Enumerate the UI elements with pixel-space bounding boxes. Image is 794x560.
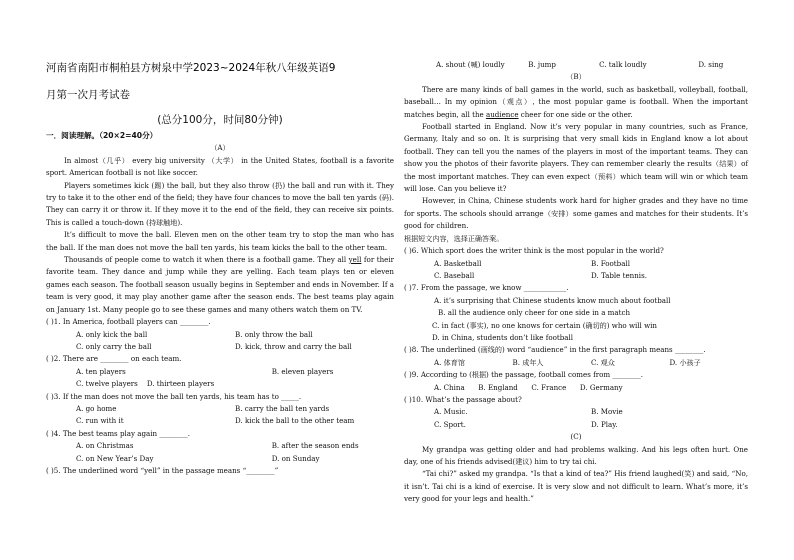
option[interactable]: C. twelve players bbox=[76, 379, 138, 389]
option[interactable]: B. Movie bbox=[591, 407, 623, 417]
question-6-stem: ( )6. Which sport does the writer think is the most popular in the world? bbox=[404, 246, 664, 256]
option[interactable]: C. 观众 bbox=[591, 357, 615, 367]
question-7-stem: ( )7. From the passage, we know ____________. bbox=[404, 283, 569, 293]
question-6-options-row-1 bbox=[404, 258, 748, 270]
option[interactable]: C. Sport. bbox=[434, 419, 466, 429]
question-2-options-row-1 bbox=[46, 366, 394, 378]
passage-a-paragraph-3: It’s difficult to move the ball. Eleven men on the other team try to stop the man who has the ball. If the man does not move the ball ten yards, his team kicks the ball to the other team. bbox=[46, 230, 394, 252]
exam-subtitle: (总分100分，时间80分钟) bbox=[157, 114, 283, 126]
option[interactable]: B. carry the ball ten yards bbox=[235, 403, 330, 413]
question-5-options bbox=[404, 59, 748, 71]
option[interactable]: D. Play. bbox=[591, 419, 618, 429]
passage-a-label: （A） bbox=[210, 143, 230, 153]
passage-a-paragraph-4 bbox=[46, 254, 394, 316]
question-8-stem: ( )8. The underlined (画线的) word “audience” in the first paragraph means ________. bbox=[404, 345, 706, 355]
option[interactable]: D. in China, students don’t like football bbox=[432, 332, 574, 342]
question-4-stem: ( )4. The best teams play again ________. bbox=[46, 428, 190, 438]
option[interactable]: B. all the audience only cheer for one side in a match bbox=[438, 308, 631, 318]
option[interactable]: A. on Christmas bbox=[76, 441, 134, 451]
passage-b-p1-end: cheer for one side or the other. bbox=[518, 109, 633, 119]
option[interactable]: A. Music. bbox=[434, 407, 468, 417]
option[interactable]: D. sing bbox=[698, 60, 724, 69]
underlined-word-audience: audience bbox=[485, 109, 519, 119]
question-3-stem: ( )3. If the man does not move the ball ten yards, his team has to _____. bbox=[46, 391, 302, 401]
question-1-options-row-2 bbox=[46, 341, 394, 353]
option[interactable]: A. shout (喊) loudly bbox=[436, 60, 505, 69]
option[interactable]: A. go home bbox=[76, 403, 117, 413]
option[interactable]: D. kick, throw and carry the ball bbox=[235, 341, 352, 351]
passage-a-paragraph-1: In almost（几乎） every big university （大学） in the United States, football is a favorite sport. American football is not like soccer. bbox=[46, 155, 394, 178]
option[interactable]: A. China bbox=[434, 382, 465, 392]
question-10-options-row-2 bbox=[404, 419, 748, 431]
option[interactable]: B. Football bbox=[591, 258, 630, 268]
left-column bbox=[46, 0, 394, 477]
right-column bbox=[404, 0, 748, 506]
option[interactable]: B. after the season ends bbox=[271, 441, 359, 451]
option[interactable]: B. eleven players bbox=[271, 366, 334, 376]
question-2-stem: ( )2. There are ________ on each team. bbox=[46, 354, 182, 364]
question-3-options-row-1 bbox=[46, 403, 394, 415]
option[interactable]: B. 成年人 bbox=[512, 357, 544, 367]
option[interactable]: C. on New Year’s Day bbox=[76, 453, 154, 463]
passage-b-p1-start: There are many kinds of ball games in the world, such as basketball, volleyball, football, baseball… In my opinion（观点）, the most popular game is football. When the important matches begin, all the bbox=[404, 84, 748, 119]
passage-a-p4-start: Thousands of people come to watch it when there is a football game. They all bbox=[64, 255, 347, 265]
question-1-stem: ( )1. In America, football players can ________. bbox=[46, 317, 211, 327]
question-9-stem: ( )9. According to (根据) the passage, football comes from ________. bbox=[404, 370, 644, 380]
passage-c-paragraph-2: “Tai chi?” asked my grandpa. “Is that a kind of tea?” His friend laughed(笑) and said, “No, it isn’t. Tai chi is a kind of exercise. It is very slow and not difficult to learn. What’s more, it’s very good for your legs and health.” bbox=[404, 469, 748, 504]
option[interactable]: D. Table tennis. bbox=[591, 270, 647, 280]
option[interactable]: C. France bbox=[531, 382, 567, 392]
passage-b-label: （B） bbox=[566, 72, 586, 82]
question-8-options bbox=[404, 357, 748, 369]
question-5-stem: ( )5. The underlined word “yell” in the passage means “________” bbox=[46, 465, 279, 475]
option[interactable]: C. only carry the ball bbox=[76, 341, 152, 351]
exam-title-line2: 月第一次月考试卷 bbox=[46, 89, 130, 101]
instruction-text: 根据短文内容，选择正确答案。 bbox=[404, 233, 504, 243]
option[interactable]: D. Germany bbox=[579, 382, 623, 392]
option[interactable]: A. Basketball bbox=[434, 258, 482, 268]
option[interactable]: C. run with it bbox=[76, 416, 124, 426]
option[interactable]: C. Baseball bbox=[434, 270, 475, 280]
underlined-word-yell: yell bbox=[348, 255, 362, 265]
question-1-options-row-1 bbox=[46, 329, 394, 341]
exam-title-line1: 河南省南阳市桐柏县方树泉中学2023~2024年秋八年级英语9 bbox=[46, 62, 336, 74]
option[interactable]: D. kick the ball to the other team bbox=[235, 416, 355, 426]
question-3-options-row-2 bbox=[46, 415, 394, 427]
option[interactable]: D. 小孩子 bbox=[669, 357, 701, 367]
option[interactable]: B. only throw the ball bbox=[235, 329, 313, 339]
question-6-options-row-2 bbox=[404, 270, 748, 282]
question-4-options-row-1 bbox=[46, 440, 394, 452]
passage-b-paragraph-1 bbox=[404, 84, 748, 121]
question-9-options bbox=[404, 382, 748, 394]
question-2-options-row-2 bbox=[46, 378, 394, 390]
passage-b-paragraph-3: However, in China, Chinese students work hard for higher grades and they have no time for sports. The schools should arrange（安排）some games and matches for their students. It’s good for children. bbox=[404, 196, 748, 231]
option[interactable]: A. it’s surprising that Chinese students know much about football bbox=[434, 295, 671, 305]
passage-b-paragraph-2: Football started in England. Now it’s very popular in many countries, such as France, Germany, Italy and so on. It is surprising that very small kids in England know a lot about football. They can tell you the names of the players in most of the important teams. They can show you the photos of their favorite players. They can remember clearly the results（结果）of the most important matches. They can even expect（预料）which team will win or which team will lose. Can you believe it? bbox=[404, 122, 748, 194]
question-4-options-row-2 bbox=[46, 453, 394, 465]
passage-c-label: (C) bbox=[570, 432, 582, 442]
option[interactable]: C. in fact (事实), no one knows for certain (确切的) who will win bbox=[432, 320, 657, 330]
option[interactable]: A. 体育馆 bbox=[434, 357, 465, 367]
option[interactable]: D. thirteen players bbox=[146, 379, 215, 389]
option[interactable]: B. jump bbox=[528, 60, 556, 69]
option[interactable]: B. England bbox=[478, 382, 518, 392]
question-10-options-row-1 bbox=[404, 406, 748, 418]
section-heading: 一．阅读理解。（20×2=40分） bbox=[46, 131, 158, 140]
passage-a-p4-rest: for their favorite team. They dance and jump while they are yelling. Each team plays ten or eleven games each season. The football season usually begins in September and ends in November. If a team is very good, it may play another game after the season ends. The best teams play again on January 1st. Many people go to see these games and many others watch them on TV. bbox=[46, 255, 394, 314]
option[interactable]: C. talk loudly bbox=[599, 60, 647, 69]
option[interactable]: D. on Sunday bbox=[271, 453, 320, 463]
question-10-stem: ( )10. What’s the passage about? bbox=[404, 394, 522, 404]
option[interactable]: A. ten players bbox=[76, 366, 126, 376]
passage-a-paragraph-2: Players sometimes kick (踢) the ball, but they also throw (扔) the ball and run with it. They try to take it to the other end of the field; they have four chances to move the ball ten yards (码). They can carry it or throw it. If they move it to the end of the field, they can receive six points. This is called a touch-down (持球触地). bbox=[46, 180, 394, 227]
passage-c-paragraph-1: My grandpa was getting older and had problems walking. And his legs often hurt. One day, one of his friends advised(建议) him to try tai chi. bbox=[404, 444, 748, 466]
option[interactable]: A. only kick the ball bbox=[76, 329, 148, 339]
